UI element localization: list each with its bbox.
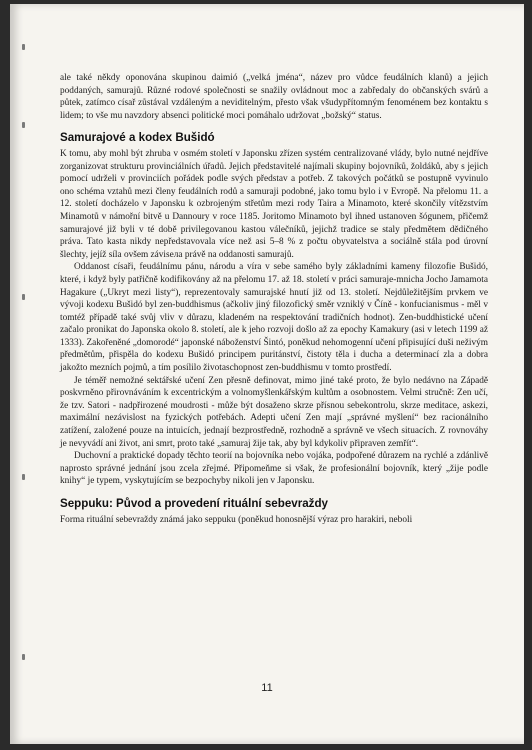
section-heading-samurai: Samurajové a kodex Bušidó (60, 131, 215, 145)
binding-mark (22, 44, 25, 50)
binding-mark (22, 294, 25, 300)
book-page (10, 4, 524, 744)
paragraph-zen: Je téměř nemožné sektářské učení Zen přesně definovat, mimo jiné také proto, že bylo nedávno na Západě poskvrněno přirovnáváním k excentrickým a volnomyšlenkářským kultům a osobnostem. Velmi stručně: Zen učí, že tzv. Satori - nadpřirozené moudrosti - může být dosaženo skrze přísnou sebekontrolu, skrze meditace, askezi, maximální nezávislost na fyzických potřebách. Adepti učení Zen mají „správné myšlení“ bez racionálního zatížení, založené pouze na intuicích, jednají bezprostředně, rozhodně a správně ve všech situacích. Z rovnováhy je nevyvádí ani život, ani smrt, proto také „samuraj žije tak, aby byl kdykoliv připraven zemřít“. (60, 375, 488, 449)
paragraph-origins: K tomu, aby mohl být zhruba v osmém století v Japonsku zřízen systém centralizované vlády, bylo nutné nejdříve zorganizovat strukturu provinciálních úřadů. Jejich představitelé najímali skupiny bojovníků, žoldáků, aby s jejich pomocí udrželi v provinciích pořádek podle svých představ a potřeb. Z takových počátků se postupně vyvinulo ono schéma vztahů mezi členy feudálních rodů a samuraji podobné, jako tomu bylo i v Evropě. Na přelomu 11. a 12. století docházelo v Japonsku k ozbrojeným střetům mezi rody Taira a Minamoto, které skončily vítězstvím Minamotů v námořní bitvě u Dannoury v roce 1185. Joritomo Minamoto byl ihned ustanoven šógunem, přičemž samurajové již byli v té době privilegovanou kastou válečníků, jejichž tradice se staly předmětem dědičného práva. Tato kasta nikdy nepředstavovala více než asi 5–8 % z počtu obyvatelstva a sociálně stála pod úrovní šlechty, jejíž síla ovšem záviseла právě na oddanosti samurajů. (60, 148, 488, 260)
page-text (60, 72, 488, 526)
section-heading-seppuku: Seppuku: Původ a provedení rituální sebevraždy (60, 497, 329, 510)
paragraph-intro: ale také někdy oponována skupinou daimió („velká jména“, název pro vůdce feudálních klanů) a jejich poddaných, samurajů. Různé rodové společnosti se snažily ovládnout moc a zabředaly do občanských svárů a půtek, zatímco císař zůstával vzdáleným a neviditelným, přesto však všudypřítomným fenoménem bez kontaktu s lidem; to vše mu navzdory absenci politické moci pomáhalo udržovat „božský“ status. (60, 73, 488, 121)
paragraph-impact: Duchovní a praktické dopady těchto teorií na bojovníka nebo vojáka, podpořené důrazem na rychlé a zdánlivě naprosto správné jednání jsou zcela zřejmé. Připomeňme si však, že profesionální bojovník, který „žije podle knihy“ je typem, vyskytujícím se bezpochyby nikoli jen v Japonsku. (60, 451, 488, 487)
paragraph-loyalty: Oddanost císaři, feudálnímu pánu, národu a víra v sebe samého byly základními kameny filozofie Bušidó, které, i když byly patřičně kodifikovány až na přelomu 17. až 18. století v práci samuraje-mnicha Jocho Jamamota Hagakure („Ukryt mezi listy“), reprezentovaly samurajské hnutí již od 13. století. Nejdůležitějším prvkem ve vývoji kodexu Bušidó byl zen-buddhismus (ačkoliv jiný filozofický směr vzniklý v Číně - konfucianismus - měl v tomtéž případě také svůj vliv v důrazu, kladeném na respektování tradičních hodnot). Zen-buddhistické učení začalo pronikat do Japonska okolo 8. století, ale k jeho rozvoji došlo až za epochy Kamakury (asi v letech 1199 až 1333). Zakořeněné „domorodé“ japonské náboženství Šintó, poněkud nehomogenní učení připisující duši neživým předmětům, přispěla do kodexu Bušidó principem puritánství, čistoty těla i ducha a determinací zla a dobra jakožto mezních pojmů, a tím posílilo životaschopnost zen-buddhismu v tomto prostředí. (60, 262, 488, 374)
binding-mark (22, 474, 25, 480)
paragraph-seppuku: Forma rituální sebevraždy známá jako seppuku (poněkud honosnější výraz pro harakiri, neboli (60, 514, 413, 525)
binding-mark (22, 654, 25, 660)
binding-mark (22, 122, 25, 128)
page-number: 11 (261, 682, 273, 694)
